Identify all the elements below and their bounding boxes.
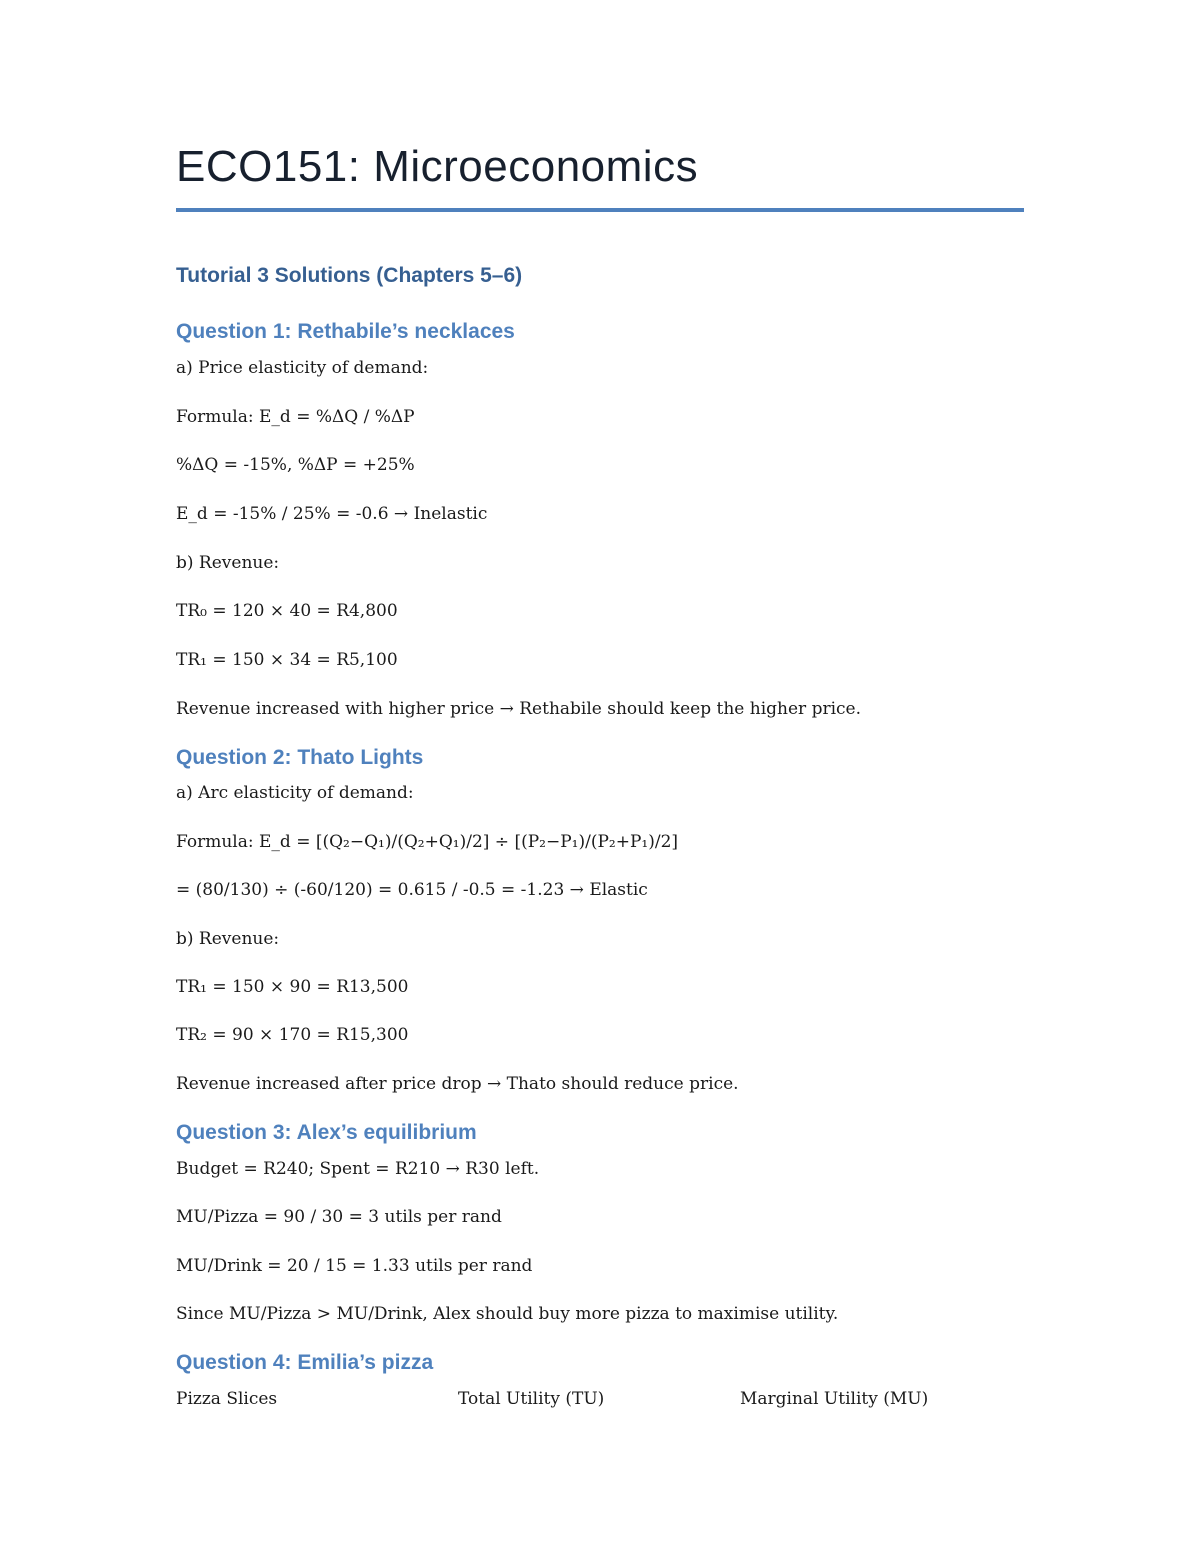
q1-line-5: b) Revenue: [176, 553, 280, 573]
q2-line-1: a) Arc elasticity of demand: [176, 783, 414, 803]
table-header-marginal-utility: Marginal Utility (MU) [740, 1389, 929, 1409]
title-underline [176, 208, 1024, 212]
q1-line-4: E_d = -15% / 25% = -0.6 → Inelastic [176, 504, 488, 524]
question-4-heading: Question 4: Emilia’s pizza [176, 1351, 434, 1374]
q2-line-6: TR₂ = 90 × 170 = R15,300 [176, 1025, 409, 1045]
q1-line-3: %ΔQ = -15%, %ΔP = +25% [176, 455, 415, 475]
table-header-total-utility: Total Utility (TU) [458, 1389, 605, 1409]
document-title: ECO151: Microeconomics [176, 142, 699, 191]
q2-line-2: Formula: E_d = [(Q₂−Q₁)/(Q₂+Q₁)/2] ÷ [(P₂−P₁)/(P₂+P₁)/2] [176, 832, 679, 852]
question-2-heading: Question 2: Thato Lights [176, 746, 424, 769]
table-header-pizza-slices: Pizza Slices [176, 1389, 278, 1409]
q2-line-5: TR₁ = 150 × 90 = R13,500 [176, 977, 409, 997]
q1-line-6: TR₀ = 120 × 40 = R4,800 [176, 601, 398, 621]
q1-line-8: Revenue increased with higher price → Rethabile should keep the higher price. [176, 699, 862, 719]
q3-line-1: Budget = R240; Spent = R210 → R30 left. [176, 1159, 540, 1179]
tutorial-subtitle: Tutorial 3 Solutions (Chapters 5–6) [176, 264, 523, 287]
q1-line-2: Formula: E_d = %ΔQ / %ΔP [176, 407, 415, 427]
q3-line-2: MU/Pizza = 90 / 30 = 3 utils per rand [176, 1207, 502, 1227]
question-1-heading: Question 1: Rethabile’s necklaces [176, 320, 515, 343]
q3-line-4: Since MU/Pizza > MU/Drink, Alex should buy more pizza to maximise utility. [176, 1304, 839, 1324]
q2-line-7: Revenue increased after price drop → Thato should reduce price. [176, 1074, 739, 1094]
q1-line-1: a) Price elasticity of demand: [176, 358, 429, 378]
q1-line-7: TR₁ = 150 × 34 = R5,100 [176, 650, 398, 670]
q2-line-3: = (80/130) ÷ (-60/120) = 0.615 / -0.5 = -1.23 → Elastic [176, 880, 648, 900]
q2-line-4: b) Revenue: [176, 929, 280, 949]
question-3-heading: Question 3: Alex’s equilibrium [176, 1121, 477, 1144]
q3-line-3: MU/Drink = 20 / 15 = 1.33 utils per rand [176, 1256, 533, 1276]
